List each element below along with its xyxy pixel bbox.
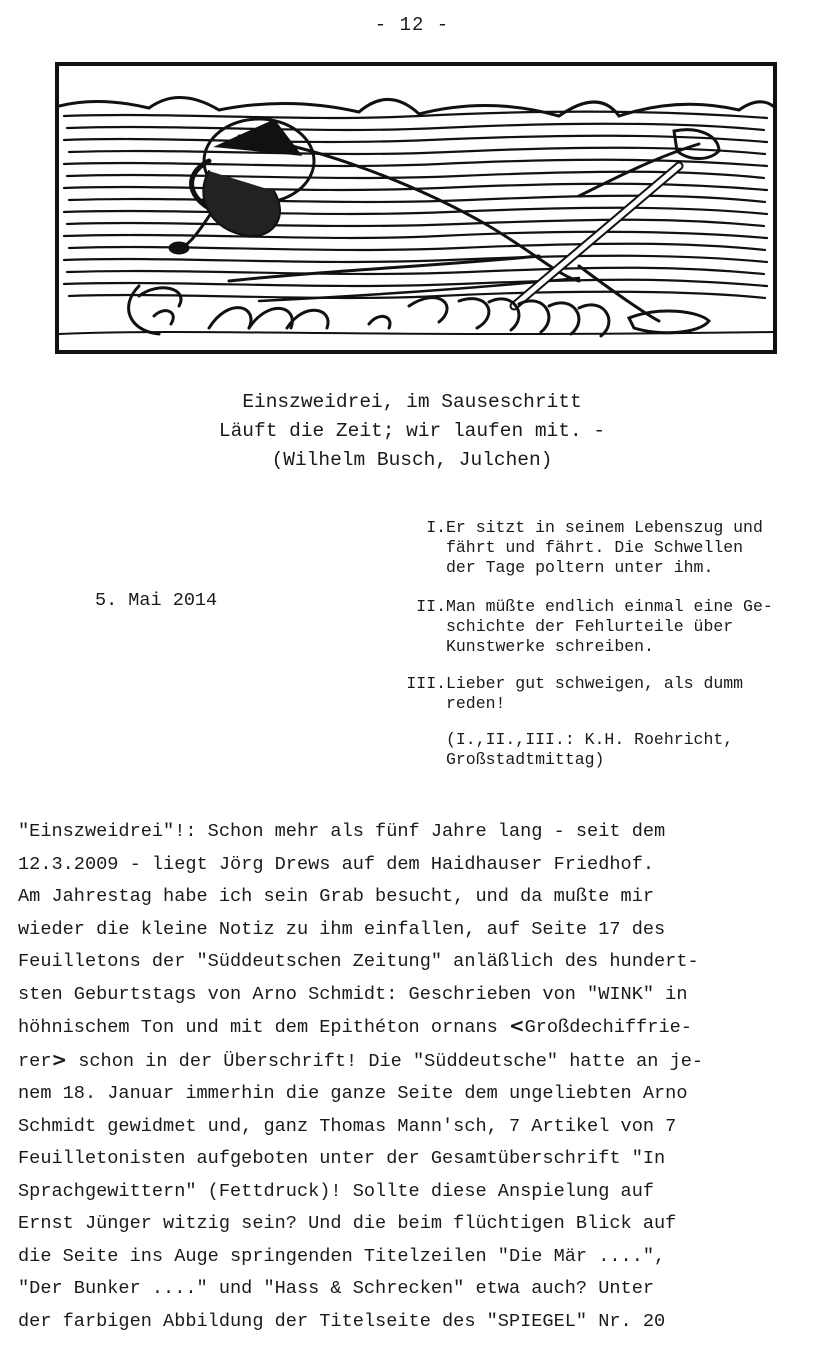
wilhelm-busch-running-figure-illustration	[59, 66, 773, 350]
body-line: die Seite ins Auge springenden Titelzeilen "Die Mär ....",	[18, 1245, 666, 1267]
aphorism-line: Er sitzt in seinem Lebenszug und	[446, 518, 763, 537]
aphorism-number: III.	[406, 674, 446, 693]
body-line: wieder die kleine Notiz zu ihm einfallen, auf Seite 17 des	[18, 918, 666, 940]
aphorism-line: der Tage poltern unter ihm.	[446, 558, 714, 577]
aphorism-source	[446, 730, 824, 770]
body-line-part: höhnischem Ton und mit dem Epithéton ornans	[18, 1017, 509, 1038]
body-line: sten Geburtstags von Arno Schmidt: Geschrieben von "WINK" in	[18, 983, 688, 1005]
body-line: Ernst Jünger witzig sein? Und die beim flüchtigen Blick auf	[18, 1213, 677, 1234]
body-line: Feuilletonisten aufgeboten unter der Gesamtüberschrift "In	[18, 1148, 666, 1169]
motto-line: Einszweidrei, im Sauseschritt	[242, 391, 582, 413]
aphorism-number: I.	[426, 518, 446, 537]
aphorism-line: Kunstwerke schreiben.	[446, 637, 654, 656]
body-line	[18, 1011, 818, 1045]
body-line: Sprachgewittern" (Fettdruck)! Sollte diese Anspielung auf	[18, 1180, 655, 1202]
body-line-part: rer	[18, 1050, 52, 1072]
body-line	[18, 1045, 818, 1079]
body-line: nem 18. Januar immerhin die ganze Seite dem ungeliebten Arno	[18, 1083, 688, 1104]
body-line-part: schon in der Überschrift! Die "Süddeutsche" hatte an je-	[67, 1050, 704, 1072]
body-line: 12.3.2009 - liegt Jörg Drews auf dem Haidhauser Friedhof.	[18, 853, 655, 875]
body-line: "Einszweidrei"!: Schon mehr als fünf Jahre lang - seit dem	[18, 821, 666, 842]
body-text	[18, 816, 818, 1338]
date: 5. Mai 2014	[95, 590, 218, 611]
aphorism-line: fährt und fährt. Die Schwellen	[446, 538, 744, 557]
motto-attribution: (Wilhelm Busch, Julchen)	[271, 449, 553, 471]
body-line: Am Jahrestag habe ich sein Grab besucht, und da mußte mir	[18, 886, 655, 907]
aphorism-source-line: (I.,II.,III.: K.H. Roehricht,	[446, 730, 734, 749]
aphorism-line: schichte der Fehlurteile über	[446, 617, 734, 636]
body-line-part: Großdechiffrie-	[524, 1017, 692, 1038]
aphorism-source-line: Großstadtmittag)	[446, 750, 605, 769]
illustration	[55, 62, 777, 354]
page-number: - 12 -	[374, 14, 450, 36]
body-line: Feuilletons der "Süddeutschen Zeitung" anläßlich des hundert-	[18, 951, 699, 972]
aphorism-number: II.	[416, 597, 446, 616]
aphorism-line: Man müßte endlich einmal eine Ge-	[446, 597, 773, 616]
body-line: Schmidt gewidmet und, ganz Thomas Mann'sch, 7 Artikel von 7	[18, 1115, 677, 1137]
body-line: "Der Bunker ...." und "Hass & Schrecken" etwa auch? Unter	[18, 1278, 655, 1299]
left-angle-quote: <	[508, 1016, 525, 1037]
aphorism-line: reden!	[446, 694, 506, 713]
motto-line: Läuft die Zeit; wir laufen mit. -	[218, 420, 606, 442]
aphorism-line: Lieber gut schweigen, als dumm	[446, 674, 744, 693]
right-angle-quote: >	[51, 1049, 68, 1071]
body-line: der farbigen Abbildung der Titelseite des "SPIEGEL" Nr. 20	[18, 1310, 666, 1332]
motto	[0, 388, 824, 475]
